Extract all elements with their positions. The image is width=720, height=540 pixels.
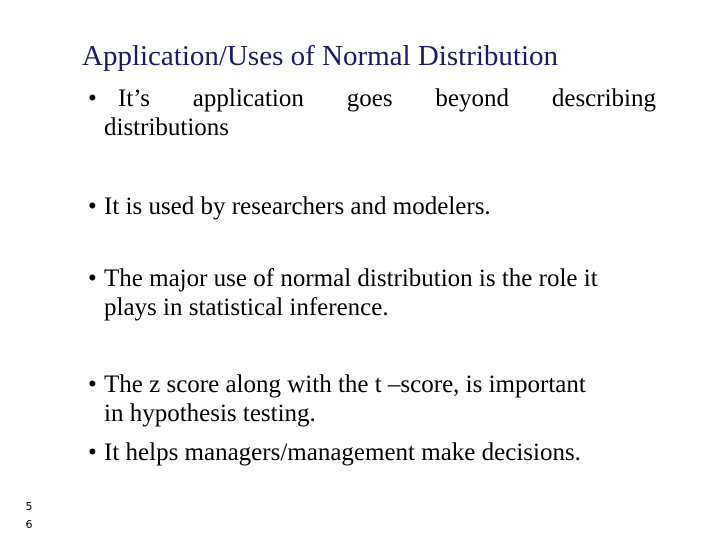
- bullet-text-line1: It helps managers/management make decisions.: [104, 439, 581, 466]
- bullet-item: [88, 438, 656, 467]
- page-number-digit: 6: [25, 518, 33, 531]
- bullet-icon: •: [88, 193, 97, 220]
- bullet-text-line2: distributions: [104, 114, 230, 141]
- bullet-text-line1: The z score along with the t –score, is important: [104, 371, 586, 398]
- bullet-text-line2: in hypothesis testing.: [104, 400, 316, 427]
- bullet-text-line1: It’s application goes beyond describing: [118, 85, 656, 112]
- page-number: [24, 498, 34, 534]
- bullet-text-line1: It is used by researchers and modelers.: [104, 193, 491, 220]
- bullet-text-line1: The major use of normal distribution is the role it: [104, 265, 598, 292]
- bullet-icon: •: [88, 265, 97, 292]
- page-number-digit: 5: [25, 500, 33, 513]
- bullet-item: [88, 370, 656, 428]
- bullet-item: [88, 84, 656, 142]
- bullet-item: [88, 192, 656, 221]
- bullet-item: [88, 264, 656, 322]
- bullet-text-line2: plays in statistical inference.: [104, 294, 389, 321]
- bullet-icon: •: [88, 439, 97, 466]
- slide-title: Application/Uses of Normal Distribution: [82, 40, 559, 72]
- bullet-icon: •: [88, 371, 97, 398]
- bullet-icon: •: [88, 85, 97, 112]
